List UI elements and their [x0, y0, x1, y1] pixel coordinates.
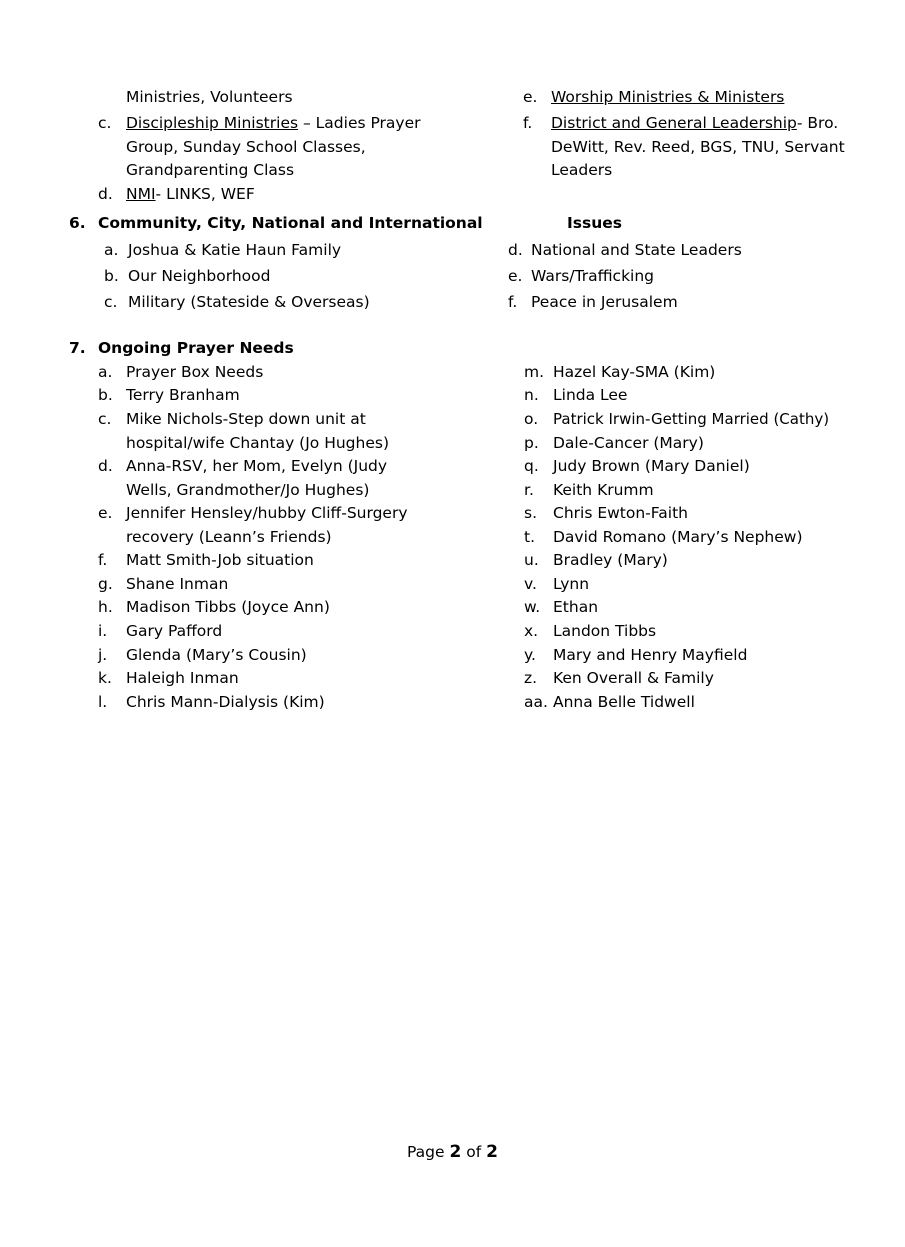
list-item-text: Shane Inman: [126, 575, 229, 593]
section-number: 7.: [69, 339, 86, 357]
list-marker: h.: [98, 598, 113, 616]
list-item-text: Lynn: [553, 575, 590, 593]
page-label: Page: [407, 1143, 445, 1161]
list-marker: v.: [524, 575, 537, 593]
list-marker: o.: [524, 410, 539, 428]
current-page-number: 2: [449, 1142, 462, 1162]
list-item-text: – Ladies Prayer: [298, 114, 421, 132]
list-marker: k.: [98, 669, 112, 687]
list-item-text: Chris Mann-Dialysis (Kim): [126, 693, 325, 711]
list-marker: r.: [524, 481, 534, 499]
list-marker: e.: [98, 504, 113, 522]
list-marker: e.: [508, 267, 523, 285]
list-item-text: Anna Belle Tidwell: [553, 693, 695, 711]
list-item-text: Jennifer Hensley/hubby Cliff-Surgery: [126, 504, 408, 522]
list-marker: d.: [508, 241, 523, 259]
list-item-text: DeWitt, Rev. Reed, BGS, TNU, Servant: [551, 137, 845, 156]
list-item-text: Landon Tibbs: [553, 622, 657, 640]
list-item-text: Ministries, Volunteers: [126, 88, 293, 106]
list-item-text: Leaders: [551, 161, 613, 179]
list-item-text: Wells, Grandmother/Jo Hughes): [126, 480, 370, 499]
list-item-text: National and State Leaders: [531, 241, 742, 259]
list-item-text: Glenda (Mary’s Cousin): [126, 646, 307, 664]
list-marker: t.: [524, 528, 536, 546]
list-item-text: Chris Ewton-Faith: [553, 504, 688, 522]
nmi-link[interactable]: NMI: [126, 185, 156, 203]
list-marker: y.: [524, 646, 536, 664]
list-item-text: Linda Lee: [553, 386, 628, 404]
list-item-text: Joshua & Katie Haun Family: [128, 241, 342, 259]
discipleship-ministries-link[interactable]: Discipleship Ministries: [126, 114, 299, 132]
list-item-text: Grandparenting Class: [126, 161, 295, 179]
list-item-text: Mary and Henry Mayfield: [553, 646, 748, 664]
page-footer: [0, 1141, 905, 1165]
list-marker: c.: [98, 410, 112, 428]
list-item-text: Bradley (Mary): [553, 551, 668, 569]
total-pages-number: 2: [486, 1142, 498, 1162]
list-item-text: Our Neighborhood: [128, 267, 271, 285]
list-marker: b.: [104, 267, 119, 285]
district-leadership-link[interactable]: District and General Leadership: [551, 114, 797, 132]
list-item-text: Ethan: [553, 598, 599, 616]
list-item-text: Prayer Box Needs: [126, 363, 264, 381]
list-marker: e.: [523, 88, 538, 106]
list-marker: a.: [98, 363, 113, 381]
list-item-text: Wars/Trafficking: [531, 267, 655, 285]
list-item-text: Mike Nichols-Step down unit at: [126, 410, 366, 428]
list-item-text: Madison Tibbs (Joyce Ann): [126, 598, 330, 616]
worship-ministries-link[interactable]: Worship Ministries & Ministers: [551, 88, 785, 106]
list-marker: b.: [98, 386, 113, 404]
list-marker: d.: [98, 185, 113, 203]
list-item-text: Keith Krumm: [553, 481, 654, 499]
list-marker: aa.: [524, 693, 548, 711]
list-marker: a.: [104, 241, 119, 259]
list-item-text: recovery (Leann’s Friends): [126, 527, 332, 546]
list-item-text: Peace in Jerusalem: [531, 293, 678, 311]
list-item-text: Group, Sunday School Classes,: [126, 137, 366, 156]
list-item-text: Ken Overall & Family: [553, 669, 714, 687]
list-marker: s.: [524, 504, 538, 522]
list-item-text: - LINKS, WEF: [155, 185, 255, 203]
list-item-text: Matt Smith-Job situation: [126, 551, 314, 569]
list-item-text: Gary Pafford: [126, 622, 223, 640]
list-marker: l.: [98, 693, 108, 711]
list-marker: x.: [524, 622, 539, 640]
list-marker: g.: [98, 575, 113, 593]
list-item-text: Terry Branham: [126, 386, 240, 404]
list-marker: f.: [523, 114, 533, 132]
list-item-text: Dale-Cancer (Mary): [553, 434, 704, 452]
list-item-text: Military (Stateside & Overseas): [128, 293, 370, 311]
list-item-text: David Romano (Mary’s Nephew): [553, 528, 803, 546]
list-marker: w.: [524, 598, 541, 616]
list-marker: c.: [98, 114, 112, 132]
list-marker: d.: [98, 457, 113, 475]
list-marker: f.: [98, 551, 108, 569]
list-item-text: Patrick Irwin-Getting Married (Cathy): [553, 410, 830, 428]
list-marker: j.: [98, 646, 108, 664]
list-marker: m.: [524, 363, 545, 381]
section-number: 6.: [69, 214, 86, 232]
list-marker: z.: [524, 669, 538, 687]
list-item-continuation: [126, 86, 293, 110]
list-marker: q.: [524, 457, 539, 475]
list-item-text: hospital/wife Chantay (Jo Hughes): [126, 433, 390, 452]
list-marker: n.: [524, 386, 539, 404]
list-item-text: Haleigh Inman: [126, 669, 239, 687]
list-item-text: Hazel Kay-SMA (Kim): [553, 363, 716, 381]
list-marker: p.: [524, 434, 539, 452]
section-title: Ongoing Prayer Needs: [98, 339, 294, 357]
section-title-end: Issues: [567, 214, 622, 232]
list-marker: u.: [524, 551, 539, 569]
list-marker: c.: [104, 293, 118, 311]
list-marker: i.: [98, 622, 108, 640]
section-title: Community, City, National and International: [98, 214, 483, 232]
list-item-text: - Bro.: [796, 114, 839, 132]
list-item-text: Judy Brown (Mary Daniel): [553, 457, 750, 475]
list-item-text: Anna-RSV, her Mom, Evelyn (Judy: [126, 457, 388, 475]
list-marker: f.: [508, 293, 518, 311]
of-label: of: [466, 1143, 482, 1161]
